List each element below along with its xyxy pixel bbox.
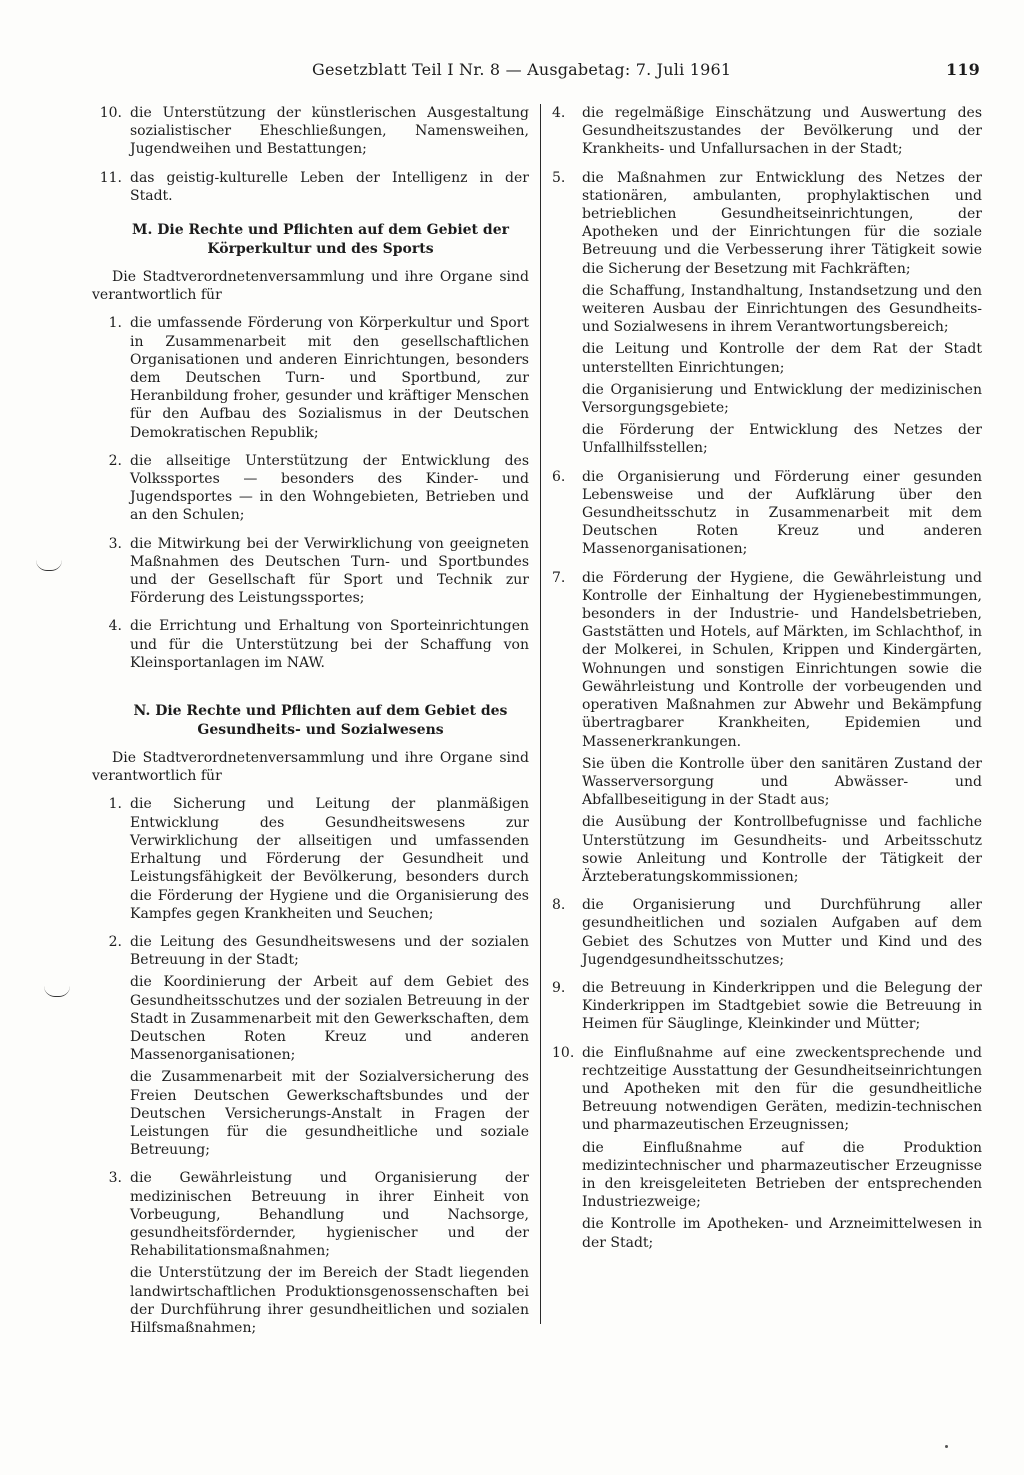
item-paragraph: die Schaffung, Instandhaltung, Instandsetzung und den weiteren Ausbau der Einrichtungen des Gesundheits- und Sozialwesens in ihrem Verantwortungsbereich;	[582, 282, 982, 336]
left-column	[92, 104, 529, 1347]
page-number: 119	[946, 60, 980, 79]
margin-mark	[36, 560, 62, 571]
item-text: die Sicherung und Leitung der planmäßigen Entwicklung des Gesundheitswesens zur Verwirklichung der allseitigen und umfassenden Erhaltung und Förderung der Gesundheit und Leistungsfähigkeit der Bevölkerung, besonders durch die Förderung der Hygiene und die Organisierung des Kampfes gegen Krankheiten und Seuchen;	[130, 796, 529, 922]
header-title: Gesetzblatt Teil I Nr. 8 — Ausgabetag: 7. Juli 1961	[312, 60, 732, 79]
list-item	[92, 1169, 529, 1337]
list-item	[92, 933, 529, 1159]
item-text: die Förderung der Hygiene, die Gewährleistung und Kontrolle der Einhaltung der Hygienebestimmungen, besonders in der Industrie- und Handelsbetrieben, Gaststätten und Hotels, auf Märkten, im Schlachthof, in der Molkerei, in Schulen, Krippen und Kindergärten, Wohnungen und sonstigen Einrichtungen sowie die Gewährleistung und Kontrolle der vorbeugenden und operativen Maßnahmen zur Abwehr und Bekämpfung übertragbarer Krankheiten, Epidemien und Massenerkrankungen.	[582, 569, 982, 750]
item-text: die Betreuung in Kinderkrippen und die Belegung der Kinderkrippen im Stadtgebiet sowie die Betreuung in Heimen für Säuglinge, Kleinkinder und Mütter;	[582, 979, 982, 1033]
item-number: 3.	[108, 535, 122, 552]
list-item	[92, 169, 529, 205]
list-item	[92, 617, 529, 672]
item-text: das geistig-kulturelle Leben der Intelligenz in der Stadt.	[130, 169, 529, 204]
item-text: die Leitung des Gesundheitswesens und der sozialen Betreuung in der Stadt;	[130, 933, 529, 969]
column-divider	[540, 104, 541, 1324]
item-number: 2.	[108, 933, 122, 950]
section-heading-m	[92, 221, 529, 258]
heading-line: Gesundheits- und Sozialwesens	[197, 721, 444, 738]
list-item	[92, 452, 529, 525]
item-number: 10.	[99, 105, 122, 121]
item-paragraph: die Unterstützung der im Bereich der Stadt liegenden landwirtschaftlichen Produktionsgenossenschaften bei der Durchführung ihrer gesundheitlichen und sozialen Hilfsmaßnahmen;	[130, 1265, 529, 1336]
item-paragraph: die Leitung und Kontrolle der dem Rat der Stadt unterstellten Einrichtungen;	[582, 341, 982, 376]
item-text: die Errichtung und Erhaltung von Sporteinrichtungen und für die Unterstützung bei der Schaffung von Kleinsportanlagen im NAW.	[130, 618, 529, 671]
list-item	[552, 169, 982, 458]
list-item	[552, 468, 982, 559]
item-text: die Organisierung und Förderung einer gesunden Lebensweise und der Aufklärung über den Gesundheitsschutz in Zusammenarbeit mit dem Deutschen Roten Kreuz und anderen Massenorganisationen;	[582, 468, 982, 558]
item-number: 4.	[108, 618, 122, 635]
list-item	[92, 535, 529, 608]
item-number: 1.	[108, 315, 122, 332]
list-item	[552, 896, 982, 969]
list-item	[92, 104, 529, 159]
item-number: 7.	[552, 569, 566, 586]
item-text: die umfassende Förderung von Körperkultur und Sport in Zusammenarbeit mit den gesellschaftlichen Organisationen und anderen Einrichtungen, besonders dem Deutschen Turn- und Sportbund, zur Heranbildung froher, gesunder und kräftiger Menschen für den Aufbau des Sozialismus in der Deutschen Demokratischen Republik;	[130, 315, 529, 441]
item-number: 8.	[552, 897, 566, 914]
item-text: die allseitige Unterstützung der Entwicklung des Volkssportes — besonders des Kinder- und Jugendsportes — in den Wohngebieten, Betrieben und an den Schulen;	[130, 452, 529, 524]
scan-speck	[945, 1445, 948, 1448]
item-paragraph: Sie üben die Kontrolle über den sanitären Zustand der Wasserversorgung und Abwässer- und Abfallbeseitigung in der Stadt aus;	[582, 755, 982, 809]
item-paragraph: die Kontrolle im Apotheken- und Arzneimittelwesen in der Stadt;	[582, 1216, 982, 1251]
list-item	[552, 1044, 982, 1252]
item-paragraph: die Organisierung und Entwicklung der medizinischen Versorgungsgebiete;	[582, 381, 982, 417]
item-number: 9.	[552, 979, 566, 996]
list-item	[92, 314, 529, 441]
item-paragraph: die Einflußnahme auf die Produktion medizintechnischer und pharmazeutischer Erzeugnisse in den kreisgeleiteten Betrieben der entsprechenden Industriezweige;	[582, 1139, 982, 1211]
item-number: 5.	[552, 169, 566, 186]
section-intro: Die Stadtverordnetenversammlung und ihre Organe sind verantwortlich für	[92, 269, 529, 304]
right-column	[552, 104, 982, 1262]
item-text: die Organisierung und Durchführung aller gesundheitlichen und sozialen Aufgaben auf dem Gebiet des Schutzes von Mutter und Kind und des Jugendgesundheitsschutzes;	[582, 897, 982, 968]
heading-line: N. Die Rechte und Pflichten auf dem Gebiet des	[133, 703, 508, 720]
item-number: 11.	[99, 169, 122, 186]
item-text: die Gewährleistung und Organisierung der medizinischen Betreuung in ihrer Einheit von Vorbeugung, Behandlung und Nachsorge, gesundheitsfördernder, hygienischer und der Rehabilitationsmaßnahmen;	[130, 1170, 529, 1260]
section-heading-n	[92, 702, 529, 739]
margin-mark	[44, 986, 70, 997]
list-item	[552, 569, 982, 886]
item-paragraph: die Zusammenarbeit mit der Sozialversicherung des Freien Deutschen Gewerkschaftsbundes und der Deutschen Versicherungs-Anstalt in Fragen der Leistungen für die gesundheitliche und soziale Betreuung;	[130, 1069, 529, 1159]
list-item	[92, 795, 529, 922]
item-text: die regelmäßige Einschätzung und Auswertung des Gesundheitszustandes der Bevölkerung und der Krankheits- und Unfallursachen in der Stadt;	[582, 105, 982, 158]
item-number: 4.	[552, 105, 566, 121]
item-paragraph: die Koordinierung der Arbeit auf dem Gebiet des Gesundheitsschutzes und der sozialen Betreuung in der Stadt in Zusammenarbeit mit den Gewerkschaften, dem Deutschen Roten Kreuz und anderen Massenorganisationen;	[130, 974, 529, 1064]
list-item	[552, 979, 982, 1034]
section-intro: Die Stadtverordnetenversammlung und ihre Organe sind verantwortlich für	[92, 750, 529, 785]
item-paragraph: die Ausübung der Kontrollbefugnisse und fachliche Unterstützung im Gesundheits- und Arbeitsschutz sowie Anleitung und Kontrolle der Tätigkeit der Ärzteberatungskommissionen;	[582, 814, 982, 885]
heading-line: M. Die Rechte und Pflichten auf dem Gebiet der	[132, 222, 509, 239]
list-item	[552, 104, 982, 159]
item-text: die Einflußnahme auf eine zweckentsprechende und rechtzeitige Ausstattung der Gesundheitseinrichtungen und Apotheken mit den für die gesundheitliche Betreuung notwendigen Geräten, medizin-technischen und pharmazeutischen Erzeugnissen;	[582, 1044, 982, 1134]
item-number: 6.	[552, 468, 566, 485]
item-number: 3.	[108, 1170, 122, 1187]
page-header	[300, 60, 980, 84]
item-number: 1.	[108, 796, 122, 813]
item-number: 10.	[552, 1044, 575, 1061]
heading-line: Körperkultur und des Sports	[207, 240, 434, 257]
item-text: die Unterstützung der künstlerischen Ausgestaltung sozialistischer Eheschließungen, Namensweihen, Jugendweihen und Bestattungen;	[130, 105, 529, 158]
item-text: die Mitwirkung bei der Verwirklichung von geeigneten Maßnahmen des Deutschen Turn- und Sportbundes und der Gesellschaft für Sport und Technik zur Förderung des Leistungssportes;	[130, 535, 529, 607]
item-paragraph: die Förderung der Entwicklung des Netzes der Unfallhilfsstellen;	[582, 422, 982, 457]
item-text: die Maßnahmen zur Entwicklung des Netzes der stationären, ambulanten, prophylaktischen und betrieblichen Gesundheitseinrichtungen, der Apotheken und der Einrichtungen für die soziale Betreuung und die Verbesserung ihrer Tätigkeit sowie die Sicherung der Besetzung mit Fachkräften;	[582, 169, 982, 277]
item-number: 2.	[108, 452, 122, 469]
